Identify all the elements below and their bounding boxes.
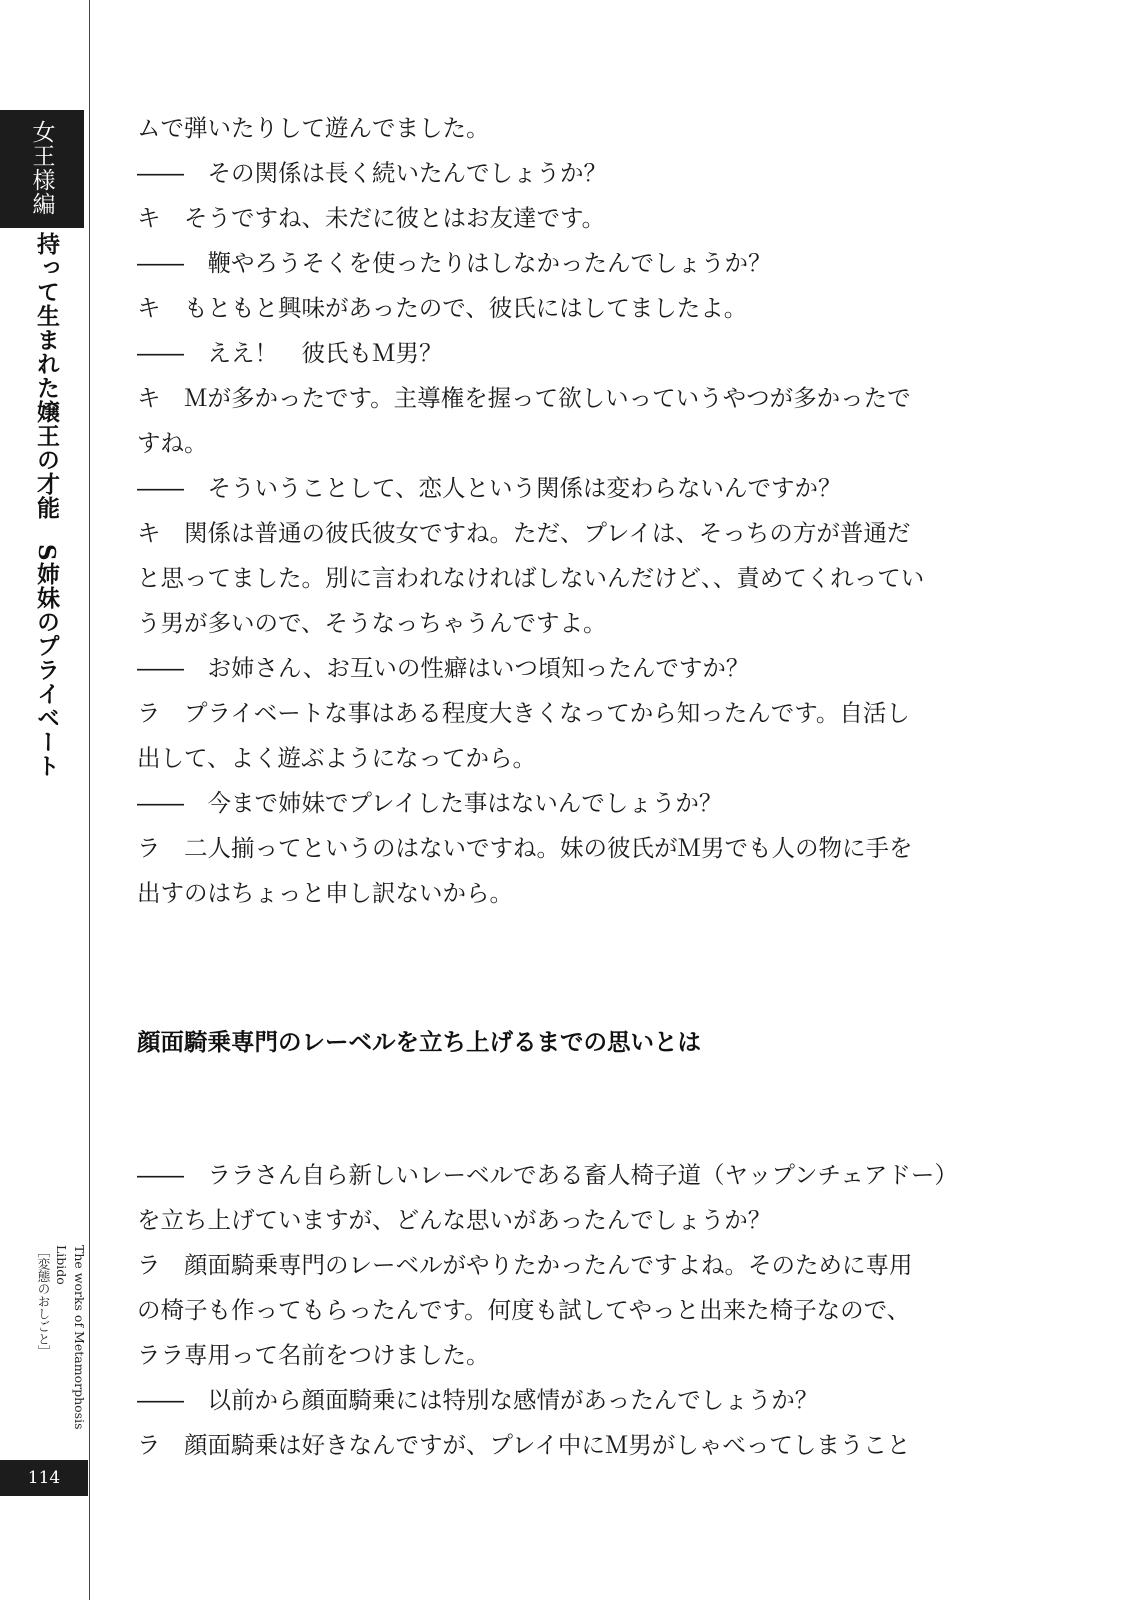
series-title [36, 1245, 88, 1460]
page-number: 114 [0, 1460, 88, 1496]
text-line: 出して、よく遊ぶようになってから。 [137, 744, 537, 772]
interview-text-block-1 [137, 106, 982, 916]
interview-text-block-2 [137, 1153, 982, 1468]
text-line: キ もともと興味があったので、彼氏にはしてましたよ。 [137, 294, 748, 322]
text-line: ラ 顔面騎乗専門のレーベルがやりたかったんですよね。そのために専用 [137, 1251, 913, 1279]
text-line: ラ 二人揃ってというのはないですね。妹の彼氏がＭ男でも人の物に手を [137, 834, 913, 862]
text-line: の椅子も作ってもらったんです。何度も試してやっと出来た椅子なので、 [137, 1296, 911, 1324]
text-line: キ そうですね、未だに彼とはお友達です。 [137, 204, 606, 232]
text-line: ―― その関係は長く続いたんでしょうか？ [137, 159, 607, 187]
text-line: 出すのはちょっと申し訳ないから。 [137, 879, 513, 907]
text-line: ララ専用って名前をつけました。 [137, 1341, 490, 1369]
text-line: ―― 今まで姉妹でプレイした事はないんでしょうか？ [137, 789, 723, 817]
text-line: キ Ｍが多かったです。主導権を握って欲しいっていうやつが多かったで [137, 384, 911, 412]
text-line: ―― 鞭やろうそくを使ったりはしなかったんでしょうか？ [137, 249, 772, 277]
series-title-en: The works of Metamorphosis Libido [54, 1245, 87, 1430]
text-line: ラ 顔面騎乗は好きなんですが、プレイ中にＭ男がしゃべってしまうこと [137, 1431, 911, 1459]
section-tab [0, 110, 84, 228]
text-line: ―― ララさん自ら新しいレーベルである畜人椅子道（ヤップンチェアドー） [137, 1161, 958, 1189]
series-title-jp: ［変態のおしごと］ [36, 1245, 51, 1358]
section-label: 女王様編 [28, 120, 55, 216]
text-line: う男が多いので、そうなっちゃうんですよ。 [137, 609, 607, 637]
text-line: ―― お姉さん、お互いの性癖はいつ頃知ったんですか？ [137, 654, 750, 682]
text-line: ―― そういうことして、恋人という関係は変わらないんですか？ [137, 474, 842, 502]
text-line: ラ プライベートな事はある程度大きくなってから知ったんです。自活し [137, 699, 910, 727]
text-line: キ 関係は普通の彼氏彼女ですね。ただ、プレイは、そっちの方が普通だ [137, 519, 911, 547]
section-heading: 顔面騎乗専門のレーベルを立ち上げるまでの思いとは [137, 1028, 701, 1056]
text-line: すね。 [137, 429, 208, 457]
margin-rule [89, 0, 90, 1600]
text-line: と思ってました。別に言われなければしないんだけど、、責めてくれってい [137, 564, 925, 592]
text-line: を立ち上げていますが、どんな思いがあったんでしょうか？ [137, 1206, 772, 1234]
text-line: ムで弾いたりして遊んでました。 [137, 114, 490, 142]
text-line: ―― ええ！ 彼氏もＭ男？ [137, 339, 443, 367]
text-line: ―― 以前から顔面騎乗には特別な感情があったんでしょうか？ [137, 1386, 819, 1414]
chapter-title: 持って生まれた嬢王の才能 S姉妹のプライベート [33, 232, 60, 778]
